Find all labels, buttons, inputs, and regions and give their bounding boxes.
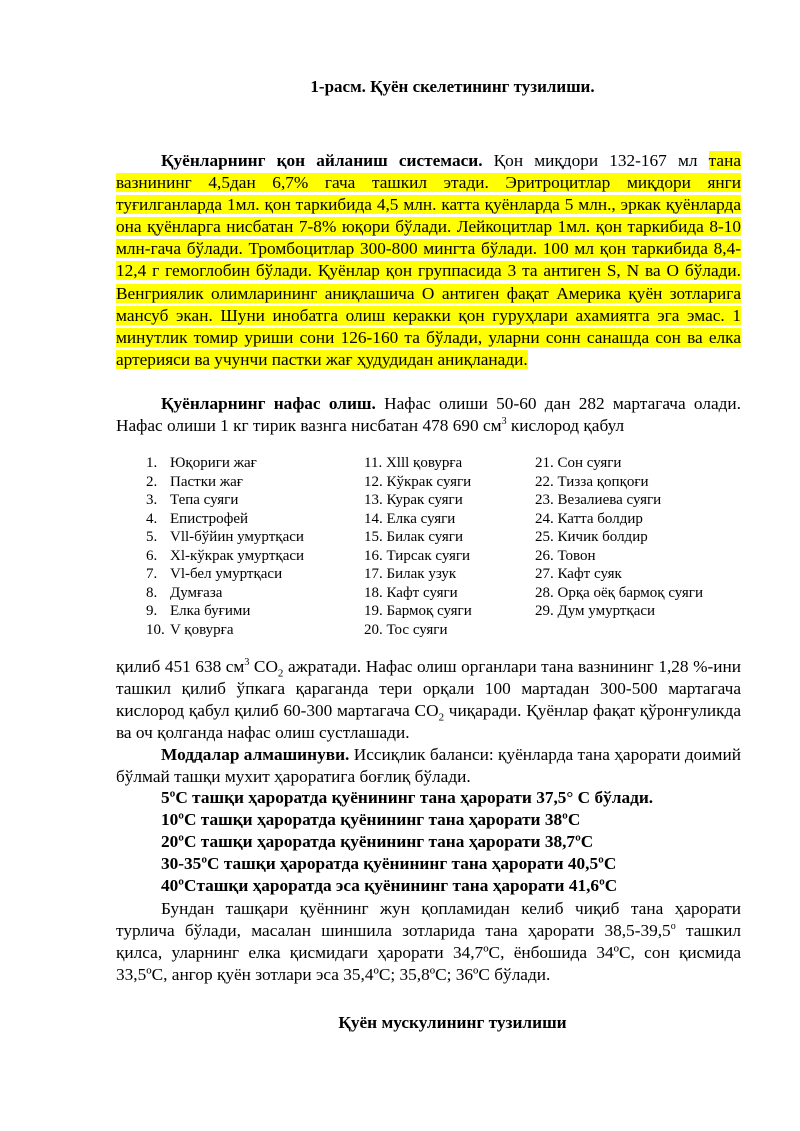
legend-item: 28. Орқа оёқ бармоқ суяги — [535, 584, 703, 601]
legend-item: 4. Епистрофей — [146, 510, 249, 527]
superscript: о — [670, 921, 676, 933]
paragraph-text: кислород қабул — [506, 416, 625, 436]
legend-item: 8. Думғаза — [146, 584, 223, 601]
paragraph-text: Нафас олиши 50-60 дан 282 мартагача олади. Нафас олиши 1 кг тирик вазнга нисбатан 478 690 см — [116, 394, 741, 436]
paragraph-title: Қуёнларнинг қон айланиш системаси. — [161, 151, 483, 170]
legend-item: 9. Елка буғими — [146, 603, 251, 619]
legend-item: 23. Везалиева суяги — [535, 492, 662, 508]
legend-item: 10. V қовурға — [146, 621, 234, 638]
temperature-line: 30-35ºC ташқи ҳароратда қуёнининг тана ҳарорати 40,5ºC — [161, 854, 617, 873]
legend-item: 26. Товон — [535, 547, 596, 564]
temperature-line: 40ºCташқи ҳароратда эса қуёнининг тана ҳарорати 41,6ºC — [161, 876, 618, 895]
legend-column-2 — [364, 454, 472, 639]
legend-item: 3. Тепа суяги — [146, 492, 239, 508]
legend-item: 1. Юқориги жағ — [146, 455, 257, 471]
section-heading: Қуён мускулининг тузилиши — [338, 1013, 567, 1032]
legend-item: 29. Дум умуртқаси — [535, 603, 656, 619]
legend-item: 16. Тирсак суяги — [364, 547, 471, 564]
paragraph-respiration — [116, 393, 741, 437]
paragraph-circulatory-system — [116, 150, 741, 371]
legend-item: 11. Xlll қовурға — [364, 455, 463, 471]
legend-item: 19. Бармоқ суяги — [364, 603, 472, 619]
paragraph-respiration-continued: қилиб 451 638 $см^3$ $CO_2$ ажратади. Нафас олиш органлари тана вазнининг 1,28 %-ини ташкил қилиб ўпкага қараганда тери орқали 100 мартадан 300-500 мартагача кислород қабул қилиб 60-300 мартагача $CO_2$ чиқаради. Қуёнлар фақат қўронғуликда ва оч қолганда нафас олиш сустлашади. — [116, 657, 741, 743]
legend-item: 21. Сон суяги — [535, 455, 622, 471]
legend-item: 24. Катта болдир — [535, 510, 643, 527]
legend-item: 27. Кафт суяк — [535, 566, 622, 582]
legend-item: 12. Кўкрак суяги — [364, 473, 472, 490]
temperature-line: 20ºC ташқи ҳароратда қуёнининг тана ҳарорати 38,7ºC — [161, 832, 594, 851]
paragraph-metabolism — [116, 744, 741, 788]
subscript: 2 — [277, 667, 284, 680]
paragraph-text: Қон миқдори 132-167 мл — [482, 151, 709, 170]
legend-item: 15. Билак суяги — [364, 529, 463, 545]
legend-item: 2. Пастки жағ — [146, 473, 243, 490]
superscript: 3 — [501, 416, 507, 428]
temperature-line: 10ºC ташқи ҳароратда қуёнининг тана ҳарорати 38ºC — [161, 810, 581, 829]
superscript: 3 — [244, 657, 250, 669]
legend-item: 17. Билак узук — [364, 566, 457, 582]
paragraph-fur-temperature: Бундан ташқари қуённинг жун қопламидан келиб чиқиб тана ҳарорати турлича бўлади, масалан шиншила зотларида тана ҳарорати $38,5-39,5^о$ ташкил қилса, уларнинг елка қисмидаги ҳарорати 34,7ºC, ёнбошида 34ºC, сон қисмида 33,5ºC, ангор қуён зотлари эса 35,4ºC; 35,8ºC; 36ºC бўлади. — [116, 899, 741, 985]
legend-item: 18. Кафт суяги — [364, 584, 458, 601]
legend-item: 22. Тизза қопқоғи — [535, 473, 649, 490]
legend-item: 5. Vll-бўйин умуртқаси — [146, 529, 304, 545]
paragraph-title: Моддалар алмашинуви. — [161, 745, 350, 764]
paragraph-text: Иссиқлик баланси: қуёнларда тана ҳарорати доимий бўлмай ташқи мухит ҳароратига боғлиқ бўлади. — [116, 745, 741, 787]
legend-item: 6. Xl-кўкрак умуртқаси — [146, 547, 305, 564]
figure-caption: 1-расм. Қуён скелетининг тузилиши. — [310, 77, 595, 96]
legend-item: 20. Тос суяги — [364, 621, 448, 638]
legend-column-1 — [146, 454, 304, 639]
legend-column-3 — [535, 454, 703, 621]
legend-item: 7. Vl-бел умуртқаси — [146, 566, 283, 582]
legend-item: 25. Кичик болдир — [535, 529, 648, 545]
temperature-line: 5ºC ташқи ҳароратда қуёнининг тана ҳарорати 37,5° C бўлади. — [161, 788, 654, 807]
subscript: 2 — [438, 711, 445, 724]
legend-item: 14. Елка суяги — [364, 510, 456, 527]
highlighted-text: тана вазнининг 4,5дан 6,7% гача ташкил этади. Эритроцитлар миқдори янги туғилганларда 1мл. қон таркибида 4,5 млн. катта қуёнларда 5 млн., эркак қуёнларда она қуёнларга нисбатан 7-8% юқори бўлади. Лейкоцитлар 1мл. қон таркибида 8-10 млн-гача бўлади. Тромбоцитлар 300-800 мингта бўлади. 100 мл қон таркибида 8,4-12,4 г гемоглобин бўлади. Қуёнлар қон группасида 3 та антиген S, N ва O бўлади. Венгриялик олимларининг аниқлашича O антиген фақат Америка қуён зотларига мансуб экан. Шуни инобатга олиш керакки қон гуруҳлари ахамиятга эга эмас. 1 минутлик томир уриши сони 126-160 та бўлади, уларни сонн санашда сон ва елка артерияси ва учунчи пастки жағ ҳудудидан аниқланади. — [116, 151, 741, 369]
paragraph-title: Қуёнларнинг нафас олиш. — [161, 394, 376, 413]
legend-item: 13. Курак суяги — [364, 492, 463, 508]
